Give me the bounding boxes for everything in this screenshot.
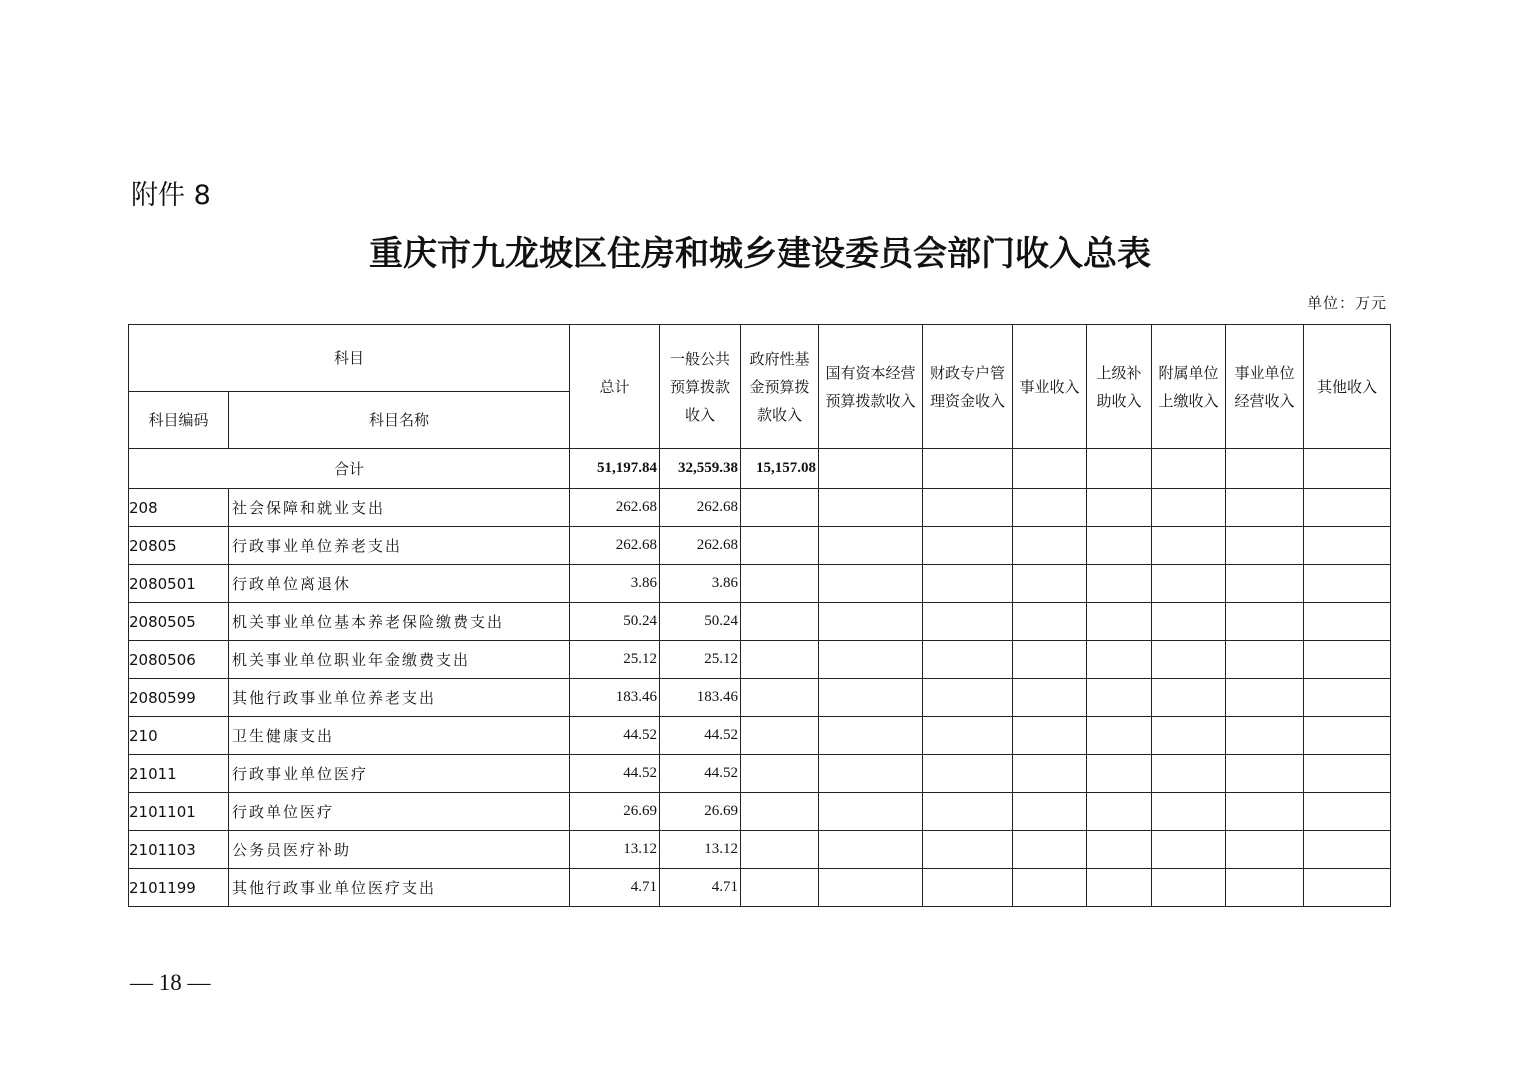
empty-cell [1226,679,1304,717]
empty-cell [1226,831,1304,869]
empty-cell [1013,527,1087,565]
row-general-budget: 44.52 [660,755,741,793]
row-code: 2080501 [129,565,229,603]
income-table [128,324,1391,907]
empty-cell [741,565,819,603]
total-general-budget: 32,559.38 [660,449,741,489]
table-row [129,717,1391,755]
empty-cell [1304,679,1391,717]
row-code: 2101101 [129,793,229,831]
empty-cell [1304,527,1391,565]
empty-cell [741,869,819,907]
row-name: 社会保障和就业支出 [229,489,570,527]
empty-cell [1304,489,1391,527]
row-general-budget: 3.86 [660,565,741,603]
empty-cell [923,489,1013,527]
row-total: 4.71 [570,869,660,907]
row-total: 44.52 [570,717,660,755]
row-name: 公务员医疗补助 [229,831,570,869]
empty-cell [923,831,1013,869]
empty-cell [1013,869,1087,907]
empty-cell [1304,603,1391,641]
empty-cell [1013,565,1087,603]
row-general-budget: 26.69 [660,793,741,831]
table-row [129,603,1391,641]
empty-cell [1013,641,1087,679]
header-code: 科目编码 [129,392,229,449]
row-general-budget: 262.68 [660,489,741,527]
empty-cell [741,755,819,793]
empty-cell [1087,527,1152,565]
header-other-income: 其他收入 [1304,325,1391,449]
empty-cell [923,527,1013,565]
row-general-budget: 13.12 [660,831,741,869]
row-name: 卫生健康支出 [229,717,570,755]
empty-cell [1152,831,1226,869]
table-row [129,489,1391,527]
empty-cell [1304,793,1391,831]
empty-cell [1087,831,1152,869]
header-subject: 科目 [129,325,570,392]
row-total: 262.68 [570,527,660,565]
row-code: 210 [129,717,229,755]
row-general-budget: 25.12 [660,641,741,679]
empty-cell [1087,869,1152,907]
empty-cell [1087,565,1152,603]
empty-cell [1226,641,1304,679]
row-total: 13.12 [570,831,660,869]
empty-cell [1087,679,1152,717]
row-name: 行政单位医疗 [229,793,570,831]
empty-cell [819,755,923,793]
empty-cell [741,489,819,527]
empty-cell [1226,603,1304,641]
empty-cell [1226,565,1304,603]
empty-cell [1087,603,1152,641]
empty-cell [741,831,819,869]
row-total: 25.12 [570,641,660,679]
row-name: 行政单位离退休 [229,565,570,603]
empty-cell [1304,755,1391,793]
row-total: 183.46 [570,679,660,717]
row-code: 2101199 [129,869,229,907]
empty-cell [1152,793,1226,831]
total-gov-fund: 15,157.08 [741,449,819,489]
empty-cell [819,717,923,755]
row-code: 2080505 [129,603,229,641]
empty-cell [1226,755,1304,793]
empty-cell [1304,565,1391,603]
row-general-budget: 183.46 [660,679,741,717]
empty-cell [1226,717,1304,755]
row-total: 26.69 [570,793,660,831]
total-sum: 51,197.84 [570,449,660,489]
row-general-budget: 44.52 [660,717,741,755]
row-name: 机关事业单位基本养老保险缴费支出 [229,603,570,641]
header-operating-income: 事业单位经营收入 [1226,325,1304,449]
empty-cell [1013,717,1087,755]
row-name: 行政事业单位养老支出 [229,527,570,565]
empty-cell [1304,831,1391,869]
empty-cell [1152,869,1226,907]
empty-cell [819,641,923,679]
header-special-account: 财政专户管理资金收入 [923,325,1013,449]
empty-cell [819,527,923,565]
empty-cell [819,489,923,527]
header-name: 科目名称 [229,392,570,449]
empty-cell [1013,793,1087,831]
header-superior-subsidy: 上级补助收入 [1087,325,1152,449]
empty-cell [1152,641,1226,679]
empty-cell [923,641,1013,679]
empty-cell [1013,603,1087,641]
empty-cell [819,831,923,869]
total-row [129,449,1391,489]
empty-cell [1226,793,1304,831]
table-row [129,679,1391,717]
row-code: 2101103 [129,831,229,869]
unit-label: 单位：万元 [1306,294,1387,312]
row-general-budget: 50.24 [660,603,741,641]
empty-cell [741,641,819,679]
page-title: 重庆市九龙坡区住房和城乡建设委员会部门收入总表 [369,234,1151,274]
table-row [129,565,1391,603]
empty-cell [1087,793,1152,831]
header-general-budget: 一般公共预算拨款收入 [660,325,741,449]
table-row [129,755,1391,793]
empty-cell [1226,527,1304,565]
row-name: 其他行政事业单位医疗支出 [229,869,570,907]
total-label: 合计 [129,449,570,489]
empty-cell [1152,679,1226,717]
table-row [129,831,1391,869]
empty-cell [1152,755,1226,793]
empty-cell [1087,489,1152,527]
table-row [129,641,1391,679]
row-name: 其他行政事业单位养老支出 [229,679,570,717]
row-total: 44.52 [570,755,660,793]
empty-cell [741,717,819,755]
empty-cell [1152,717,1226,755]
table-row [129,527,1391,565]
empty-cell [1152,527,1226,565]
header-total: 总计 [570,325,660,449]
attachment-label: 附件 8 [131,180,211,211]
empty-cell [1226,489,1304,527]
empty-cell [819,793,923,831]
empty-cell [923,603,1013,641]
empty-cell [1087,641,1152,679]
empty-cell [741,603,819,641]
empty-cell [1013,679,1087,717]
row-code: 2080506 [129,641,229,679]
empty-cell [923,793,1013,831]
header-state-capital: 国有资本经营预算拨款收入 [819,325,923,449]
empty-cell [1087,717,1152,755]
row-general-budget: 4.71 [660,869,741,907]
empty-cell [1226,869,1304,907]
row-code: 2080599 [129,679,229,717]
empty-cell [819,679,923,717]
empty-cell [923,679,1013,717]
empty-cell [1013,755,1087,793]
empty-cell [741,679,819,717]
row-code: 20805 [129,527,229,565]
table-row [129,793,1391,831]
row-name: 行政事业单位医疗 [229,755,570,793]
table-row [129,869,1391,907]
empty-cell [1152,603,1226,641]
empty-cell [819,603,923,641]
empty-cell [923,717,1013,755]
header-affiliated-income: 附属单位上缴收入 [1152,325,1226,449]
empty-cell [923,565,1013,603]
row-code: 21011 [129,755,229,793]
row-general-budget: 262.68 [660,527,741,565]
row-name: 机关事业单位职业年金缴费支出 [229,641,570,679]
row-code: 208 [129,489,229,527]
empty-cell [819,869,923,907]
empty-cell [923,869,1013,907]
page-number: — 18 — [130,970,211,995]
empty-cell [923,755,1013,793]
row-total: 50.24 [570,603,660,641]
empty-cell [1304,717,1391,755]
empty-cell [1013,831,1087,869]
empty-cell [741,527,819,565]
row-total: 262.68 [570,489,660,527]
empty-cell [1087,755,1152,793]
empty-cell [1152,489,1226,527]
empty-cell [819,565,923,603]
row-total: 3.86 [570,565,660,603]
empty-cell [1013,489,1087,527]
empty-cell [1304,641,1391,679]
empty-cell [741,793,819,831]
empty-cell [1152,565,1226,603]
header-business-income: 事业收入 [1013,325,1087,449]
header-gov-fund: 政府性基金预算拨款收入 [741,325,819,449]
empty-cell [1304,869,1391,907]
